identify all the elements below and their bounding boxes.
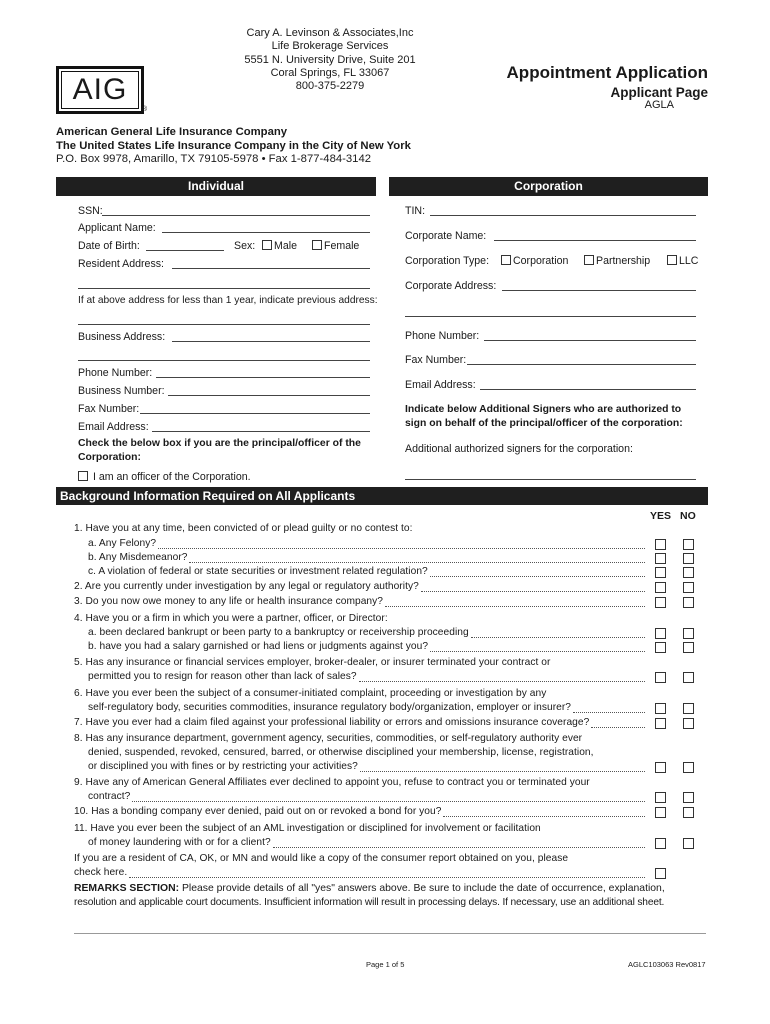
question-line: 7. Have you ever had a claim filed against your professional liability or errors and omissions insurance coverage? bbox=[74, 717, 590, 728]
tin-field[interactable] bbox=[430, 204, 696, 216]
question-line: 11. Have you ever been the subject of an AML investigation or disciplined for involvement or facilitation bbox=[74, 823, 541, 834]
yes-checkbox[interactable] bbox=[655, 628, 666, 639]
applicant-name-label: Applicant Name: bbox=[78, 222, 156, 234]
previous-address-field[interactable] bbox=[78, 313, 370, 325]
yes-checkbox[interactable] bbox=[655, 553, 666, 564]
corp-fax-field[interactable] bbox=[467, 353, 696, 365]
page-number: Page 1 of 5 bbox=[366, 960, 405, 969]
question-line: 8. Has any insurance department, government agency, securities, commodities, or self-regulatory authority ever bbox=[74, 733, 583, 744]
registered-mark: ® bbox=[142, 106, 148, 113]
question-line: self-regulatory body, securities commodities, insurance regulatory body/organization, employer or insurer? bbox=[88, 702, 572, 713]
type-corporation[interactable] bbox=[501, 255, 568, 267]
agency-line4: Coral Springs, FL 33067 bbox=[270, 66, 390, 79]
yes-checkbox[interactable] bbox=[655, 718, 666, 729]
company-block bbox=[56, 126, 411, 167]
leader-dots bbox=[443, 816, 645, 817]
yes-checkbox[interactable] bbox=[655, 597, 666, 608]
resident-address-field[interactable] bbox=[172, 257, 370, 269]
question-line: check here. bbox=[74, 867, 128, 878]
type-llc[interactable] bbox=[667, 255, 698, 267]
previous-address-label: If at above address for less than 1 year, indicate previous address: bbox=[78, 295, 378, 306]
leader-dots bbox=[385, 606, 645, 607]
corporation-checkbox[interactable] bbox=[501, 255, 511, 265]
no-checkbox[interactable] bbox=[683, 597, 694, 608]
leader-dots bbox=[273, 847, 645, 848]
remarks-line2: resolution and applicable court documents. Insufficient information will result in processing delays. If necessary, use an additional sheet. bbox=[74, 897, 665, 908]
form-revision: AGLC103063 Rev0817 bbox=[628, 960, 706, 969]
yes-checkbox[interactable] bbox=[655, 762, 666, 773]
no-checkbox[interactable] bbox=[683, 762, 694, 773]
leader-dots bbox=[158, 548, 645, 549]
no-checkbox[interactable] bbox=[683, 642, 694, 653]
corporation-header bbox=[389, 177, 708, 196]
agency-line3: 5551 N. University Drive, Suite 201 bbox=[244, 53, 416, 66]
resident-address-field-2[interactable] bbox=[78, 277, 370, 289]
form-subtitle: Applicant Page bbox=[610, 85, 708, 100]
corp-email-label: Email Address: bbox=[405, 379, 476, 391]
no-checkbox[interactable] bbox=[683, 672, 694, 683]
business-address-field-2[interactable] bbox=[78, 349, 370, 361]
no-checkbox[interactable] bbox=[683, 718, 694, 729]
no-checkbox[interactable] bbox=[683, 792, 694, 803]
partnership-checkbox[interactable] bbox=[584, 255, 594, 265]
individual-header bbox=[56, 177, 376, 196]
dob-label: Date of Birth: bbox=[78, 240, 140, 252]
leader-dots bbox=[471, 637, 645, 638]
signers-field[interactable] bbox=[405, 468, 696, 480]
leader-dots bbox=[421, 591, 645, 592]
corp-phone-label: Phone Number: bbox=[405, 330, 480, 342]
question-line: 4. Have you or a firm in which you were a partner, officer, or Director: bbox=[74, 613, 388, 624]
question-line: If you are a resident of CA, OK, or MN and would like a copy of the consumer report obtained on you, please bbox=[74, 853, 569, 864]
corporate-name-label: Corporate Name: bbox=[405, 230, 487, 242]
partnership-option-label: Partnership bbox=[596, 255, 651, 267]
business-number-field[interactable] bbox=[168, 384, 370, 396]
aig-logo bbox=[56, 66, 144, 114]
yes-checkbox[interactable] bbox=[655, 672, 666, 683]
no-checkbox[interactable] bbox=[683, 807, 694, 818]
corporation-header-text: Corporation bbox=[514, 179, 583, 193]
no-checkbox[interactable] bbox=[683, 582, 694, 593]
remarks-field[interactable] bbox=[74, 933, 706, 934]
background-header-text: Background Information Required on All Applicants bbox=[60, 489, 356, 503]
remarks-label: REMARKS SECTION: bbox=[74, 883, 180, 894]
question-line: denied, suspended, revoked, censured, barred, or otherwise disciplined your membership, license, registration, bbox=[88, 747, 594, 758]
tin-label: TIN: bbox=[405, 205, 426, 217]
question-line: 1. Have you at any time, been convicted of or plead guilty or no contest to: bbox=[74, 523, 413, 534]
leader-dots bbox=[430, 576, 645, 577]
question-line: a. Any Felony? bbox=[88, 538, 157, 549]
ssn-field[interactable] bbox=[102, 204, 370, 216]
officer-check[interactable] bbox=[78, 471, 251, 483]
question-line: 3. Do you now owe money to any life or health insurance company? bbox=[74, 596, 383, 607]
officer-note: Check the below box if you are the principal/officer of the Corporation: bbox=[78, 438, 361, 463]
leader-dots bbox=[359, 681, 645, 682]
question-line: c. A violation of federal or state securities or investment related regulation? bbox=[88, 566, 428, 577]
remarks-text: Please provide details of all "yes" answers above. Be sure to include the date of occurrence, explanation, bbox=[181, 883, 665, 894]
female-checkbox[interactable] bbox=[312, 240, 322, 250]
yes-checkbox[interactable] bbox=[655, 838, 666, 849]
ssn-label: SSN: bbox=[78, 205, 103, 217]
corporate-address-field-2[interactable] bbox=[405, 305, 696, 317]
question-line: 2. Are you currently under investigation by any legal or regulatory authority? bbox=[74, 581, 419, 592]
leader-dots bbox=[573, 712, 645, 713]
yes-checkbox[interactable] bbox=[655, 792, 666, 803]
business-number-label: Business Number: bbox=[78, 385, 165, 397]
type-partnership[interactable] bbox=[584, 255, 650, 267]
sex-female[interactable] bbox=[312, 240, 359, 252]
fax-label: Fax Number: bbox=[78, 403, 140, 415]
male-checkbox[interactable] bbox=[262, 240, 272, 250]
company-name-ny: The United States Life Insurance Company in the City of New York bbox=[56, 139, 411, 152]
phone-field[interactable] bbox=[156, 366, 370, 378]
no-checkbox[interactable] bbox=[683, 539, 694, 550]
email-field[interactable] bbox=[152, 420, 370, 432]
corp-phone-field[interactable] bbox=[484, 329, 696, 341]
yes-checkbox[interactable] bbox=[655, 807, 666, 818]
agency-phone: 800-375-2279 bbox=[295, 80, 365, 93]
question-line: 6. Have you ever been the subject of a consumer-initiated complaint, proceeding or investigation by any bbox=[74, 688, 547, 699]
no-checkbox[interactable] bbox=[683, 838, 694, 849]
form-title: Appointment Application bbox=[506, 63, 708, 82]
question-line: a. been declared bankrupt or been party to a bankruptcy or receivership proceeding bbox=[88, 627, 469, 638]
leader-dots bbox=[591, 727, 645, 728]
question-line: b. Any Misdemeanor? bbox=[88, 552, 188, 563]
dob-field[interactable] bbox=[146, 239, 224, 251]
corp-email-field[interactable] bbox=[480, 378, 696, 390]
background-header bbox=[56, 487, 708, 505]
question-line: 10. Has a bonding company ever denied, paid out on or revoked a bond for you? bbox=[74, 806, 442, 817]
remarks-line1 bbox=[74, 883, 665, 894]
yes-column-label: YES bbox=[650, 510, 672, 522]
company-address: P.O. Box 9978, Amarillo, TX 79105-5978 • Fax 1-877-484-3142 bbox=[56, 153, 372, 165]
yes-checkbox[interactable] bbox=[655, 539, 666, 550]
question-line: b. have you had a salary garnished or had liens or judgments against you? bbox=[88, 641, 429, 652]
male-label: Male bbox=[274, 240, 297, 252]
form-code: AGLA bbox=[644, 99, 674, 111]
applicant-name-field[interactable] bbox=[162, 221, 370, 233]
company-name: American General Life Insurance Company bbox=[56, 126, 288, 138]
yes-checkbox[interactable] bbox=[655, 582, 666, 593]
question-line: 9. Have any of American General Affiliates ever declined to appoint you, refuse to contract you or terminated your bbox=[74, 777, 590, 788]
officer-label: I am an officer of the Corporation. bbox=[92, 471, 251, 483]
yes-checkbox[interactable] bbox=[655, 703, 666, 714]
question-line: 5. Has any insurance or financial services employer, broker-dealer, or insurer terminated your contract or bbox=[74, 657, 551, 668]
business-address-field[interactable] bbox=[172, 330, 370, 342]
leader-dots bbox=[189, 562, 645, 563]
leader-dots bbox=[430, 651, 645, 652]
yes-checkbox[interactable] bbox=[655, 642, 666, 653]
question-line: permitted you to resign for reason other than lack of sales? bbox=[88, 671, 357, 682]
no-checkbox[interactable] bbox=[683, 553, 694, 564]
leader-dots bbox=[360, 771, 645, 772]
corp-fax-label: Fax Number: bbox=[405, 354, 467, 366]
fax-field[interactable] bbox=[140, 402, 370, 414]
agency-name: Cary A. Levinson & Associates,Inc bbox=[246, 27, 414, 39]
sex-label: Sex: bbox=[234, 240, 256, 252]
llc-option-label: LLC bbox=[679, 255, 699, 267]
question-line: of money laundering with or for a client? bbox=[88, 837, 271, 848]
question-line: contract? bbox=[88, 791, 131, 802]
email-label: Email Address: bbox=[78, 421, 149, 433]
individual-header-text: Individual bbox=[187, 179, 244, 193]
signers-note: Indicate below Additional Signers who are authorized to sign on behalf of the principal/officer of the corporation: bbox=[405, 404, 683, 429]
aig-logo-text: AIG bbox=[61, 71, 139, 109]
leader-dots bbox=[132, 801, 645, 802]
corporation-option-label: Corporation bbox=[513, 255, 569, 267]
question-line: or disciplined you with fines or by restricting your activities? bbox=[88, 761, 358, 772]
sex-male[interactable] bbox=[262, 240, 297, 252]
corporate-address-field[interactable] bbox=[502, 279, 696, 291]
business-address-label: Business Address: bbox=[78, 331, 166, 343]
corporate-address-label: Corporate Address: bbox=[405, 280, 497, 292]
leader-dots bbox=[129, 877, 645, 878]
agency-line2: Life Brokerage Services bbox=[271, 40, 389, 53]
signers-label: Additional authorized signers for the corporation: bbox=[405, 443, 633, 455]
no-checkbox[interactable] bbox=[683, 628, 694, 639]
female-label: Female bbox=[324, 240, 360, 252]
officer-checkbox[interactable] bbox=[78, 471, 88, 481]
corporate-name-field[interactable] bbox=[494, 229, 696, 241]
no-column-label: NO bbox=[680, 510, 696, 522]
yes-checkbox[interactable] bbox=[655, 868, 666, 879]
llc-checkbox[interactable] bbox=[667, 255, 677, 265]
phone-label: Phone Number: bbox=[78, 367, 153, 379]
resident-address-label: Resident Address: bbox=[78, 258, 164, 270]
no-checkbox[interactable] bbox=[683, 567, 694, 578]
no-checkbox[interactable] bbox=[683, 703, 694, 714]
agency-block bbox=[200, 27, 460, 93]
corporation-type-label: Corporation Type: bbox=[405, 255, 490, 267]
yes-checkbox[interactable] bbox=[655, 567, 666, 578]
